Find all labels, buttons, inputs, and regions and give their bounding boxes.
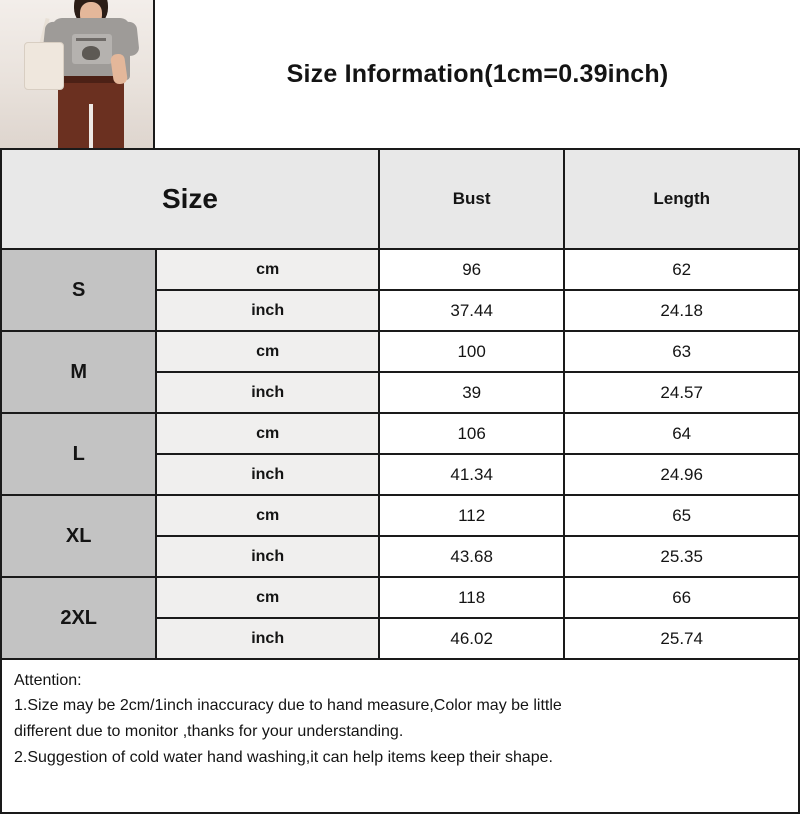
bust-cm-xl: 112 xyxy=(379,495,564,536)
tote-bag-shape xyxy=(24,42,64,90)
attention-line-1: 1.Size may be 2cm/1inch inaccuracy due to hand measure,Color may be little xyxy=(14,697,562,714)
length-inch-l: 24.96 xyxy=(564,454,799,495)
bust-inch-m: 39 xyxy=(379,372,564,413)
product-photo xyxy=(0,0,155,148)
table-row xyxy=(1,577,799,618)
size-label-2xl: 2XL xyxy=(1,577,156,659)
unit-cm-xl: cm xyxy=(156,495,379,536)
header-size: Size xyxy=(1,149,379,249)
attention-line-2: 2.Suggestion of cold water hand washing,it can help items keep their shape. xyxy=(14,749,553,766)
size-label-l: L xyxy=(1,413,156,495)
table-row xyxy=(1,331,799,372)
tshirt-print-graphic-shape xyxy=(82,46,100,60)
length-inch-xl: 25.35 xyxy=(564,536,799,577)
bust-inch-xl: 43.68 xyxy=(379,536,564,577)
table-row xyxy=(1,249,799,290)
unit-inch-2xl: inch xyxy=(156,618,379,659)
bust-cm-l: 106 xyxy=(379,413,564,454)
length-cm-m: 63 xyxy=(564,331,799,372)
bust-cm-2xl: 118 xyxy=(379,577,564,618)
attention-title: Attention: xyxy=(14,672,82,689)
size-label-s: S xyxy=(1,249,156,331)
length-cm-s: 62 xyxy=(564,249,799,290)
header-band xyxy=(0,0,800,148)
table-row xyxy=(1,495,799,536)
unit-inch-l: inch xyxy=(156,454,379,495)
bust-inch-s: 37.44 xyxy=(379,290,564,331)
page-title: Size Information(1cm=0.39inch) xyxy=(286,59,669,88)
length-inch-m: 24.57 xyxy=(564,372,799,413)
length-cm-2xl: 66 xyxy=(564,577,799,618)
unit-cm-l: cm xyxy=(156,413,379,454)
unit-cm-s: cm xyxy=(156,249,379,290)
attention-box xyxy=(0,660,800,814)
tshirt-print-text-shape xyxy=(76,38,106,41)
attention-line-1-cont: different due to monitor ,thanks for your understanding. xyxy=(14,723,404,740)
unit-cm-m: cm xyxy=(156,331,379,372)
bust-cm-m: 100 xyxy=(379,331,564,372)
unit-cm-2xl: cm xyxy=(156,577,379,618)
title-cell xyxy=(155,0,800,148)
length-cm-l: 64 xyxy=(564,413,799,454)
length-inch-2xl: 25.74 xyxy=(564,618,799,659)
header-length: Length xyxy=(564,149,799,249)
pants-leg-gap-shape xyxy=(89,104,93,148)
length-cm-xl: 65 xyxy=(564,495,799,536)
unit-inch-s: inch xyxy=(156,290,379,331)
unit-inch-m: inch xyxy=(156,372,379,413)
size-label-xl: XL xyxy=(1,495,156,577)
size-label-m: M xyxy=(1,331,156,413)
length-inch-s: 24.18 xyxy=(564,290,799,331)
unit-inch-xl: inch xyxy=(156,536,379,577)
header-bust: Bust xyxy=(379,149,564,249)
bust-inch-l: 41.34 xyxy=(379,454,564,495)
bust-cm-s: 96 xyxy=(379,249,564,290)
size-table xyxy=(0,148,800,660)
bust-inch-2xl: 46.02 xyxy=(379,618,564,659)
table-header-row xyxy=(1,149,799,249)
table-row xyxy=(1,413,799,454)
